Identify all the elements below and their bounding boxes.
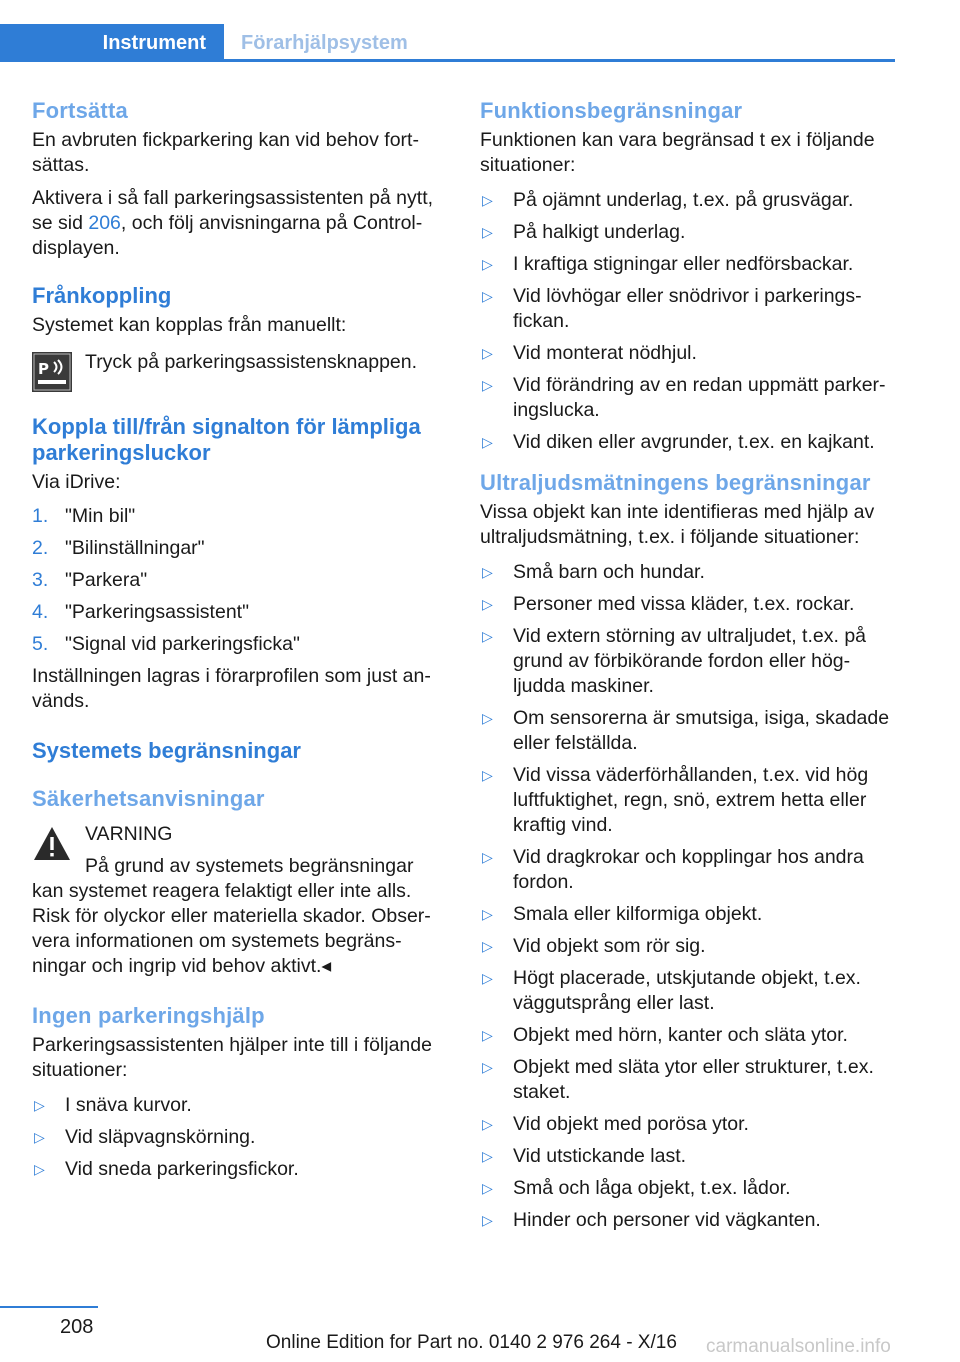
- list-item-text: I kraftiga stigningar eller nedförsbackar.: [513, 253, 854, 275]
- list-item: [480, 934, 898, 959]
- bullet-triangle-icon: ▷: [482, 906, 493, 922]
- list-item-text: Vid objekt som rör sig.: [513, 935, 706, 957]
- list-item: [480, 188, 898, 213]
- list-item: [32, 504, 447, 529]
- warning-row: [32, 822, 447, 879]
- list-item: [480, 1112, 898, 1137]
- list-item: [480, 252, 898, 277]
- fortsatta-p2: [32, 186, 447, 261]
- list-item-text: Vid dragkrokar och kopplingar hos andra fordon.: [513, 846, 864, 893]
- list-item-text: Vid förändring av en redan uppmätt parker-ingslucka.: [513, 374, 886, 421]
- ultra-list: [480, 560, 898, 1233]
- step-text: "Signal vid parkeringsficka": [65, 633, 300, 655]
- list-item-text: Smala eller kilformiga objekt.: [513, 903, 763, 925]
- list-item-text: Vid lövhögar eller snödrivor i parkerings-fickan.: [513, 285, 862, 332]
- list-item: [32, 1125, 447, 1150]
- left-column: [32, 98, 447, 1189]
- funktion-intro: Funktionen kan vara begränsad t ex i följande situationer:: [480, 129, 875, 176]
- tab-instrument[interactable]: Instrument: [0, 24, 224, 62]
- edition-footer: Online Edition for Part no. 0140 2 976 264 - X/16: [266, 1332, 677, 1353]
- list-item-text: Hinder och personer vid vägkanten.: [513, 1209, 821, 1231]
- heading-ingen: Ingen parkeringshjälp: [32, 1003, 265, 1028]
- ultra-intro: Vissa objekt kan inte identifieras med hjälp av ultraljudsmätning, t.ex. i följande situationer:: [480, 501, 875, 548]
- list-item: [480, 1023, 898, 1048]
- bullet-triangle-icon: ▷: [482, 1180, 493, 1196]
- list-item: [480, 284, 898, 334]
- right-column: [480, 98, 898, 1240]
- list-item: [480, 592, 898, 617]
- step-text: "Min bil": [65, 505, 136, 527]
- list-item-text: Objekt med släta ytor eller strukturer, t.ex. staket.: [513, 1056, 874, 1103]
- list-item: [480, 220, 898, 245]
- list-item: [480, 902, 898, 927]
- bullet-triangle-icon: ▷: [482, 710, 493, 726]
- bullet-triangle-icon: ▷: [482, 1212, 493, 1228]
- step-number: 2.: [32, 537, 49, 559]
- bullet-triangle-icon: ▷: [482, 628, 493, 644]
- bullet-triangle-icon: ▷: [482, 434, 493, 450]
- parking-assist-button-icon: [32, 352, 72, 392]
- frankoppling-icon-row: [32, 350, 447, 392]
- list-item: [480, 560, 898, 585]
- bullet-triangle-icon: ▷: [482, 224, 493, 240]
- warning-line1: På grund av systemets begränsningar: [85, 855, 414, 877]
- bullet-triangle-icon: ▷: [482, 288, 493, 304]
- step-number: 1.: [32, 505, 49, 527]
- warning-body: kan systemet reagera felaktigt eller inte alls. Risk för olyckor eller materiella skador. Obser-vera informationen om systemets begräns-ningar och ingrip vid behov aktivt.◂: [32, 880, 431, 977]
- tab-underline: [0, 59, 895, 62]
- list-item: [32, 536, 447, 561]
- list-item-text: På halkigt underlag.: [513, 221, 686, 243]
- list-item: [32, 1093, 447, 1118]
- fortsatta-p1: En avbruten fickparkering kan vid behov fort-sättas.: [32, 129, 419, 176]
- list-item-text: Vid extern störning av ultraljudet, t.ex. på grund av förbikörande fordon eller hög-ljudda maskiner.: [513, 625, 867, 697]
- list-item-text: Vid diken eller avgrunder, t.ex. en kajkant.: [513, 431, 875, 453]
- step-number: 3.: [32, 569, 49, 591]
- list-item-text: Om sensorerna är smutsiga, isiga, skadade eller felställda.: [513, 707, 890, 754]
- list-item: [480, 430, 898, 455]
- list-item-text: Vid monterat nödhjul.: [513, 342, 697, 364]
- funktion-list: [480, 188, 898, 455]
- list-item-text: Högt placerade, utskjutande objekt, t.ex. väggutsprång eller last.: [513, 967, 861, 1014]
- heading-sakerhet: Säkerhetsanvisningar: [32, 786, 265, 811]
- heading-begransningar: Systemets begränsningar: [32, 738, 301, 763]
- list-item: [32, 600, 447, 625]
- ingen-list: [32, 1093, 447, 1182]
- step-number: 4.: [32, 601, 49, 623]
- bullet-triangle-icon: ▷: [482, 1027, 493, 1043]
- list-item-text: Personer med vissa kläder, t.ex. rockar.: [513, 593, 855, 615]
- heading-fortsatta: Fortsätta: [32, 98, 128, 123]
- fortsatta-p2-text: Aktivera i så fall parkeringsassistenten på nytt, se sid: [32, 187, 434, 234]
- list-item-text: Vid vissa väderförhållanden, t.ex. vid hög luftfuktighet, regn, snö, extrem hetta eller kraftig vind.: [513, 764, 869, 836]
- fortsatta-p2-text-after: , och följ anvisningarna på Control-displayen.: [32, 212, 423, 259]
- list-item-text: Små och låga objekt, t.ex. lådor.: [513, 1177, 791, 1199]
- step-number: 5.: [32, 633, 49, 655]
- list-item: [480, 624, 898, 699]
- bullet-triangle-icon: ▷: [482, 377, 493, 393]
- bullet-triangle-icon: ▷: [482, 345, 493, 361]
- list-item: [480, 1208, 898, 1233]
- bullet-triangle-icon: ▷: [482, 192, 493, 208]
- bullet-triangle-icon: ▷: [482, 849, 493, 865]
- heading-frankoppling: Frånkoppling: [32, 283, 172, 308]
- bullet-triangle-icon: ▷: [482, 1059, 493, 1075]
- bullet-triangle-icon: ▷: [482, 596, 493, 612]
- warning-title: VARNING: [85, 823, 173, 845]
- list-item-text: Små barn och hundar.: [513, 561, 705, 583]
- list-item: [32, 568, 447, 593]
- list-item: [480, 845, 898, 895]
- bullet-triangle-icon: ▷: [482, 1148, 493, 1164]
- bullet-triangle-icon: ▷: [482, 970, 493, 986]
- tab-forarhjalpsystem[interactable]: Förarhjälpsystem: [241, 32, 408, 54]
- step-text: "Parkeringsassistent": [65, 601, 250, 623]
- list-item: [480, 1055, 898, 1105]
- frankoppling-p1: Systemet kan kopplas från manuellt:: [32, 314, 347, 336]
- bullet-triangle-icon: ▷: [482, 564, 493, 580]
- list-item: [480, 763, 898, 838]
- bullet-triangle-icon: ▷: [34, 1129, 45, 1145]
- header-tabs: [0, 24, 895, 62]
- list-item: [480, 1176, 898, 1201]
- step-text: "Bilinställningar": [65, 537, 205, 559]
- list-item-text: Vid utstickande last.: [513, 1145, 687, 1167]
- list-item-text: Vid släpvagnskörning.: [65, 1126, 256, 1148]
- list-item: [480, 341, 898, 366]
- list-item-text: Vid sneda parkeringsfickor.: [65, 1158, 299, 1180]
- list-item-text: I snäva kurvor.: [65, 1094, 192, 1116]
- list-item: [480, 706, 898, 756]
- list-item: [480, 966, 898, 1016]
- bullet-triangle-icon: ▷: [482, 256, 493, 272]
- watermark: carmanualsonline.info: [706, 1336, 891, 1357]
- list-item: [480, 1144, 898, 1169]
- heading-signalton: Koppla till/från signalton för lämpliga parkeringsluckor: [32, 414, 421, 465]
- bullet-triangle-icon: ▷: [34, 1097, 45, 1113]
- svg-text:P: P: [38, 360, 49, 378]
- bullet-triangle-icon: ▷: [482, 1116, 493, 1132]
- page-link-206[interactable]: 206: [88, 212, 121, 234]
- page-number: 208: [60, 1316, 94, 1338]
- heading-ultra: Ultraljudsmätningens begränsningar: [480, 470, 871, 495]
- signalton-steps: [32, 504, 447, 657]
- ingen-intro: Parkeringsassistenten hjälper inte till i följande situationer:: [32, 1034, 432, 1081]
- warning-triangle-icon: [32, 824, 72, 864]
- list-item: [32, 632, 447, 657]
- signalton-intro: Via iDrive:: [32, 471, 121, 493]
- step-text: "Parkera": [65, 569, 148, 591]
- bullet-triangle-icon: ▷: [482, 938, 493, 954]
- list-item-text: Objekt med hörn, kanter och släta ytor.: [513, 1024, 848, 1046]
- list-item-text: Vid objekt med porösa ytor.: [513, 1113, 749, 1135]
- page-number-rule: [0, 1306, 98, 1308]
- bullet-triangle-icon: ▷: [482, 767, 493, 783]
- bullet-triangle-icon: ▷: [34, 1161, 45, 1177]
- heading-funktion: Funktionsbegränsningar: [480, 98, 743, 123]
- frankoppling-icon-text: Tryck på parkeringsassistensknappen.: [85, 351, 418, 373]
- signalton-outro: Inställningen lagras i förarprofilen som just an-vänds.: [32, 665, 431, 712]
- list-item: [480, 373, 898, 423]
- list-item-text: På ojämnt underlag, t.ex. på grusvägar.: [513, 189, 854, 211]
- list-item: [32, 1157, 447, 1182]
